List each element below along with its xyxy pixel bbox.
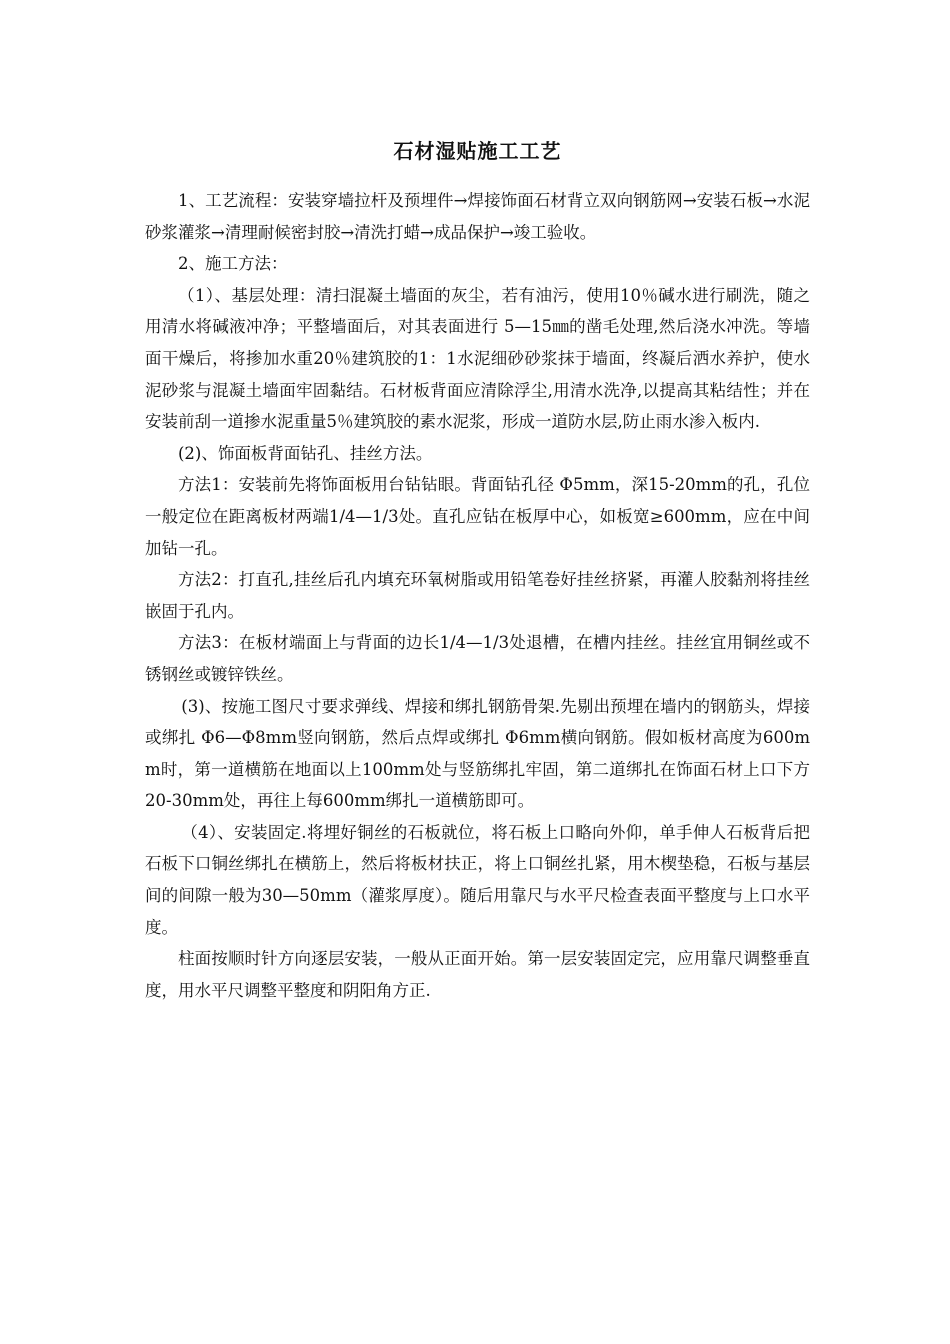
paragraph-method-1: 方法1：安装前先将饰面板用台钻钻眼。背面钻孔径 Φ5mm，深15-20mm的孔，孔位一般定位在距离板材两端1/4—1/3处。直孔应钻在板厚中心，如板宽≥600mm，应在中间加钻一孔。 <box>145 475 810 558</box>
paragraph-installation: （4）、安装固定.将埋好铜丝的石板就位，将石板上口略向外仰，单手伸人石板背后把石板下口铜丝绑扎在横筋上，然后将板材扶正，将上口铜丝扎紧，用木楔垫稳，石板与基层间的间隙一般为30—50mm（灌浆厚度）。随后用靠尺与水平尺检查表面平整度与上口水平度。 <box>145 822 810 937</box>
paragraph-rebar-frame: (3)、按施工图尺寸要求弹线、焊接和绑扎钢筋骨架.先剔出预埋在墙内的钢筋头，焊接或绑扎 Φ6—Φ8mm竖向钢筋，然后点焊或绑扎 Φ6mm横向钢筋。假如板材高度为600mm时，第一道横筋在地面以上100mm处与竖筋绑扎牢固，第二道绑扎在饰面石材上口下方20-30mm处，再往上每600mm绑扎一道横筋即可。 <box>145 696 810 811</box>
paragraph-method-3: 方法3：在板材端面上与背面的边长1/4—1/3处退槽，在槽内挂丝。挂丝宜用铜丝或不锈钢丝或镀锌铁丝。 <box>145 633 810 684</box>
paragraph-process-flow: 1、工艺流程：安装穿墙拉杆及预埋件→焊接饰面石材背立双向钢筋网→安装石板→水泥砂浆灌浆→清理耐候密封胶→清洗打蜡→成品保护→竣工验收。 <box>145 191 810 242</box>
paragraph-method-2: 方法2：打直孔,挂丝后孔内填充环氧树脂或用铅笔卷好挂丝挤紧，再灌人胶黏剂将挂丝嵌固于孔内。 <box>145 570 810 621</box>
paragraph-drilling-method: (2)、饰面板背面钻孔、挂丝方法。 <box>178 443 433 463</box>
document-body <box>145 185 810 1006</box>
paragraph-base-treatment: （1）、基层处理：清扫混凝土墙面的灰尘，若有油污，使用10％碱水进行刷洗，随之用清水将碱液冲净；平整墙面后，对其表面进行 5—15㎜的凿毛处理,然后浇水冲洗。等墙面干燥后，将掺加水重20％建筑胶的1：1水泥细砂砂浆抹于墙面，终凝后洒水养护，使水泥砂浆与混凝土墙面牢固黏结。石材板背面应清除浮尘,用清水洗净,以提高其粘结性；并在安装前刮一道掺水泥重量5％建筑胶的素水泥浆，形成一道防水层,防止雨水渗入板内. <box>145 285 810 432</box>
document-title: 石材湿贴施工工艺 <box>393 139 562 163</box>
paragraph-column-installation: 柱面按顺时针方向逐层安装，一般从正面开始。第一层安装固定完，应用靠尺调整垂直度，用水平尺调整平整度和阴阳角方正. <box>145 949 810 1000</box>
paragraph-construction-method: 2、施工方法： <box>178 254 288 274</box>
